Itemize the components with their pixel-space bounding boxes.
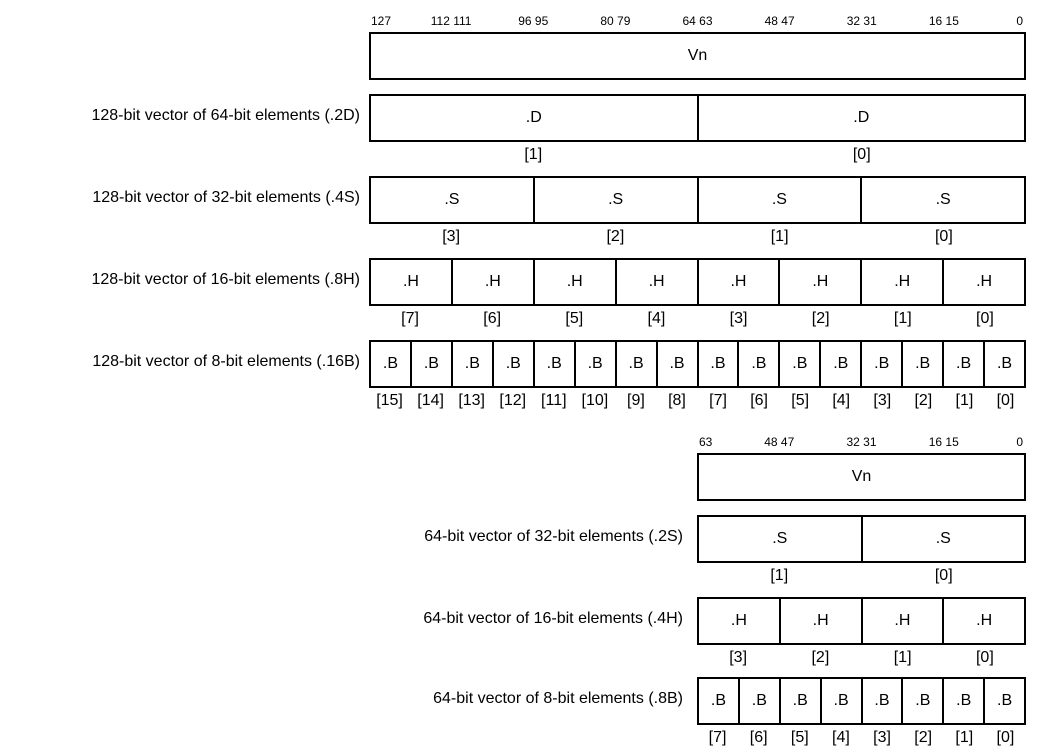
element-index: [3] [873,392,892,409]
element-index: [1] [893,310,912,327]
arrangement-label: 128-bit vector of 32-bit elements (.4S) [92,189,360,206]
element-row [369,94,1026,142]
element-cell: .B [780,342,821,386]
element-cell: .B [535,342,576,386]
element-index: [4] [832,729,850,746]
element-cell: .B [371,342,412,386]
bit-position-label: 48 47 [764,14,795,28]
element-index: [8] [668,392,686,409]
element-cell: .B [576,342,617,386]
element-cell: .B [699,679,740,723]
element-cell: .B [453,342,494,386]
element-cell: .B [617,342,658,386]
element-cell: .B [781,679,822,723]
bit-position-label: 63 [699,435,713,449]
element-row [697,677,1026,725]
element-cell: .B [821,342,862,386]
register-name: Vn [851,468,872,485]
element-index: [3] [729,310,748,327]
element-cell: .H [863,599,945,643]
arrangement-label: 128-bit vector of 16-bit elements (.8H) [91,271,360,288]
element-cell: .H [535,260,617,304]
element-index: [2] [811,310,830,327]
element-index: [6] [750,392,768,409]
element-cell: .B [997,692,1013,709]
element-cell: .S [535,178,699,222]
element-index: [2] [606,228,625,245]
element-index: [0] [975,649,994,666]
bit-position-label: 32 31 [846,435,877,449]
element-row [697,515,1026,563]
register-box [369,32,1026,80]
register-box [697,453,1026,501]
element-cell: .H [699,260,781,304]
element-index: [2] [811,649,830,666]
bit-position-label: 32 31 [846,14,877,28]
element-index: [6] [483,310,502,327]
element-cell: .H [862,260,944,304]
element-index: [13] [458,392,485,409]
element-index: [9] [627,392,645,409]
element-cell: .B [412,342,453,386]
element-index: [4] [647,310,666,327]
bit-position-label: 80 79 [600,14,631,28]
element-index: [5] [791,392,810,409]
bit-position-label: 64 63 [682,14,713,28]
bit-position-label: 96 95 [518,14,549,28]
element-cell: .H [781,599,863,643]
element-index: [0] [934,228,953,245]
element-indices [369,392,1026,410]
element-indices [697,729,1026,747]
element-cell: .S [935,191,951,208]
bit-position-label: 16 15 [928,14,959,28]
element-index: [2] [914,729,933,746]
element-cell: .B [944,342,985,386]
element-index: [1] [955,392,974,409]
element-index: [11] [541,392,567,409]
element-index: [6] [749,729,768,746]
element-cell: .B [903,342,944,386]
element-cell: .H [699,599,781,643]
element-index: [1] [955,729,974,746]
element-row [369,176,1026,224]
element-indices [369,228,1026,246]
element-cell: .H [976,612,993,629]
element-index: [1] [770,567,789,584]
element-cell: .B [903,679,944,723]
arrangement-label: 64-bit vector of 8-bit elements (.8B) [433,690,683,707]
element-cell: .B [996,355,1013,372]
element-index: [5] [790,729,809,746]
element-cell: .B [944,679,985,723]
element-cell: .B [699,342,740,386]
bit-position-label: 0 [1016,435,1023,449]
element-index: [7] [708,729,727,746]
element-index: [10] [581,392,609,409]
element-cell: .D [371,96,699,140]
element-row [697,597,1026,645]
element-index: [1] [770,228,789,245]
bit-position-label: 127 [371,14,392,28]
element-index: [14] [417,392,444,409]
arrangement-label: 128-bit vector of 8-bit elements (.16B) [92,353,360,370]
element-index: [3] [873,729,891,746]
element-indices [697,649,1026,667]
element-indices [369,146,1026,164]
element-index: [5] [565,310,584,327]
element-cell: .H [617,260,699,304]
bit-position-label: 0 [1016,14,1023,28]
bit-position-label: 16 15 [928,435,959,449]
arrangement-label: 128-bit vector of 64-bit elements (.2D) [91,107,360,124]
bit-position-label: 112 111 [430,14,472,28]
element-cell: .S [699,178,863,222]
element-cell: .B [740,679,781,723]
element-cell: .S [699,517,863,561]
element-index: [7] [401,310,419,327]
element-cell: .B [862,342,903,386]
element-index: [0] [976,310,994,327]
element-cell: .B [658,342,699,386]
element-index: [0] [934,567,953,584]
arrangement-label: 64-bit vector of 32-bit elements (.2S) [424,528,683,545]
element-cell: .S [935,530,951,547]
element-cell: .B [739,342,780,386]
bit-position-label: 48 47 [764,435,795,449]
element-indices [369,310,1026,328]
element-index: [0] [996,392,1015,409]
element-index: [15] [376,392,403,409]
register-name: Vn [687,47,708,64]
element-row [369,340,1026,388]
element-index: [12] [499,392,527,409]
element-cell: .B [822,679,863,723]
element-index: [4] [832,392,851,409]
element-cell: .H [780,260,862,304]
element-index: [2] [914,392,933,409]
element-cell: .H [453,260,535,304]
element-indices [697,567,1026,585]
element-cell: .H [976,273,993,290]
element-index: [1] [524,146,543,163]
element-index: [0] [852,146,871,163]
element-index: [0] [996,729,1015,746]
element-cell: .S [371,178,535,222]
element-index: [7] [709,392,727,409]
element-cell: .B [863,679,904,723]
element-index: [3] [442,228,461,245]
element-cell: .D [853,109,870,126]
element-row [369,258,1026,306]
element-cell: .H [371,260,453,304]
element-cell: .B [494,342,535,386]
element-index: [3] [729,649,748,666]
arrangement-label: 64-bit vector of 16-bit elements (.4H) [423,610,683,627]
element-index: [1] [893,649,912,666]
